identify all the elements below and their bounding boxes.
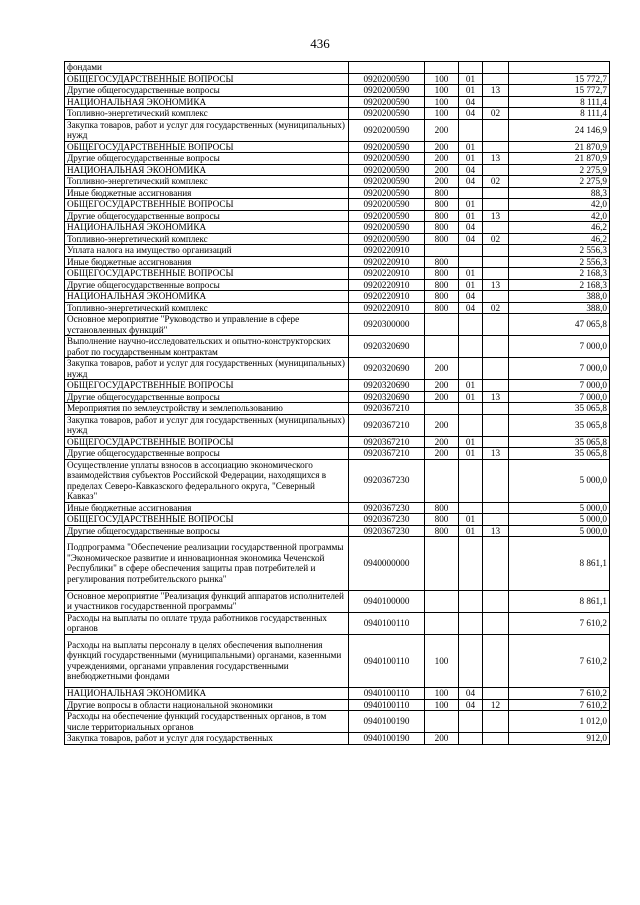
row-name: Топливно-энергетический комплекс	[65, 302, 349, 314]
row-code: 0920200590	[349, 108, 425, 120]
row-amount: 47 065,8	[509, 314, 610, 336]
row-amount: 42,0	[509, 199, 610, 211]
row-code: 0920200590	[349, 153, 425, 165]
row-expense-type: 800	[425, 268, 459, 280]
row-subsection	[483, 414, 509, 436]
row-amount: 8 861,1	[509, 537, 610, 591]
row-expense-type	[425, 537, 459, 591]
row-subsection	[483, 119, 509, 141]
row-code: 0920200590	[349, 187, 425, 199]
row-name: Топливно-энергетический комплекс	[65, 176, 349, 188]
row-name: Другие общегосударственные вопросы	[65, 153, 349, 165]
row-amount: 388,0	[509, 302, 610, 314]
row-subsection	[483, 164, 509, 176]
row-code: 0920367210	[349, 436, 425, 448]
row-expense-type: 800	[425, 187, 459, 199]
row-expense-type: 800	[425, 222, 459, 234]
row-subsection: 13	[483, 525, 509, 537]
table-row	[65, 459, 610, 502]
row-name: Основное мероприятие "Реализация функций аппаратов исполнителей и участников государственной программы"	[65, 590, 349, 612]
row-amount: 5 000,0	[509, 525, 610, 537]
row-code: 0920200590	[349, 164, 425, 176]
row-expense-type: 100	[425, 96, 459, 108]
row-subsection: 13	[483, 210, 509, 222]
row-expense-type: 800	[425, 256, 459, 268]
row-subsection: 12	[483, 699, 509, 711]
table-row	[65, 291, 610, 303]
table-row	[65, 733, 610, 745]
row-subsection: 13	[483, 85, 509, 97]
row-name: Выполнение научно-исследовательских и опытно-конструкторских работ по государственным контрактам	[65, 336, 349, 358]
table-row	[65, 268, 610, 280]
table-row	[65, 119, 610, 141]
row-code: 0920200590	[349, 233, 425, 245]
row-code: 0940100110	[349, 688, 425, 700]
row-amount: 1 012,0	[509, 711, 610, 733]
row-subsection	[483, 502, 509, 514]
row-subsection	[483, 380, 509, 392]
row-section	[459, 634, 483, 688]
row-expense-type	[425, 590, 459, 612]
row-code: 0920367210	[349, 448, 425, 460]
row-code: 0920320690	[349, 336, 425, 358]
row-name: Иные бюджетные ассигнования	[65, 502, 349, 514]
row-expense-type: 200	[425, 380, 459, 392]
row-name: Иные бюджетные ассигнования	[65, 256, 349, 268]
row-subsection	[483, 403, 509, 415]
row-section	[459, 245, 483, 257]
row-name: Расходы на обеспечение функций государственных органов, в том числе территориальных органов	[65, 711, 349, 733]
row-section: 01	[459, 448, 483, 460]
row-amount: 46,2	[509, 233, 610, 245]
row-code: 0920220910	[349, 245, 425, 257]
row-name: ОБЩЕГОСУДАРСТВЕННЫЕ ВОПРОСЫ	[65, 199, 349, 211]
row-name: Расходы на выплаты персоналу в целях обеспечения выполнения функций государственными (муниципальными) органами, казенными учреждениями, органами управления государственными внебюджетными фондами	[65, 634, 349, 688]
row-expense-type: 200	[425, 391, 459, 403]
row-subsection	[483, 733, 509, 745]
row-code: 0920200590	[349, 119, 425, 141]
row-amount: 2 168,3	[509, 279, 610, 291]
row-amount: 2 556,3	[509, 256, 610, 268]
row-code: 0920200590	[349, 85, 425, 97]
row-amount: 35 065,8	[509, 436, 610, 448]
row-section: 01	[459, 268, 483, 280]
row-expense-type: 100	[425, 634, 459, 688]
table-row	[65, 525, 610, 537]
row-amount: 7 000,0	[509, 380, 610, 392]
row-expense-type: 200	[425, 164, 459, 176]
row-code: 0920200590	[349, 222, 425, 234]
table-row	[65, 199, 610, 211]
row-amount: 912,0	[509, 733, 610, 745]
row-section: 04	[459, 688, 483, 700]
row-section: 04	[459, 108, 483, 120]
row-code: 0920367230	[349, 525, 425, 537]
row-section: 04	[459, 176, 483, 188]
row-code: 0920220910	[349, 302, 425, 314]
row-name: Закупка товаров, работ и услуг для государственных	[65, 733, 349, 745]
row-section: 04	[459, 699, 483, 711]
row-amount: 5 000,0	[509, 514, 610, 526]
row-section: 01	[459, 436, 483, 448]
row-code: 0920200590	[349, 141, 425, 153]
row-name: НАЦИОНАЛЬНАЯ ЭКОНОМИКА	[65, 688, 349, 700]
row-name: Другие общегосударственные вопросы	[65, 279, 349, 291]
row-amount: 2 556,3	[509, 245, 610, 257]
row-expense-type: 100	[425, 73, 459, 85]
row-expense-type: 800	[425, 210, 459, 222]
row-amount: 7 610,2	[509, 688, 610, 700]
table-row	[65, 85, 610, 97]
row-expense-type: 800	[425, 514, 459, 526]
row-amount: 7 610,2	[509, 634, 610, 688]
row-amount: 7 000,0	[509, 336, 610, 358]
row-code: 0920367230	[349, 459, 425, 502]
row-name: НАЦИОНАЛЬНАЯ ЭКОНОМИКА	[65, 291, 349, 303]
row-code: 0920300000	[349, 314, 425, 336]
table-row	[65, 222, 610, 234]
row-amount: 21 870,9	[509, 141, 610, 153]
row-expense-type	[425, 612, 459, 634]
row-expense-type: 800	[425, 199, 459, 211]
row-section: 04	[459, 96, 483, 108]
row-name: НАЦИОНАЛЬНАЯ ЭКОНОМИКА	[65, 164, 349, 176]
row-expense-type: 800	[425, 525, 459, 537]
row-subsection	[483, 436, 509, 448]
row-name: ОБЩЕГОСУДАРСТВЕННЫЕ ВОПРОСЫ	[65, 380, 349, 392]
table-row	[65, 279, 610, 291]
row-subsection	[483, 590, 509, 612]
row-name: Топливно-энергетический комплекс	[65, 108, 349, 120]
row-code: 0940100110	[349, 612, 425, 634]
row-expense-type: 200	[425, 414, 459, 436]
row-code: 0940100110	[349, 699, 425, 711]
row-section	[459, 612, 483, 634]
row-subsection	[483, 268, 509, 280]
row-subsection	[483, 256, 509, 268]
row-code: 0920220910	[349, 256, 425, 268]
row-expense-type: 800	[425, 233, 459, 245]
row-subsection	[483, 336, 509, 358]
row-subsection: 02	[483, 302, 509, 314]
row-expense-type: 200	[425, 358, 459, 380]
row-name: ОБЩЕГОСУДАРСТВЕННЫЕ ВОПРОСЫ	[65, 268, 349, 280]
row-expense-type: 200	[425, 176, 459, 188]
table-row	[65, 187, 610, 199]
row-code: 0920367210	[349, 414, 425, 436]
row-subsection: 13	[483, 448, 509, 460]
row-code: 0940100000	[349, 590, 425, 612]
row-name: Другие общегосударственные вопросы	[65, 448, 349, 460]
table-row	[65, 414, 610, 436]
row-code: 0940100190	[349, 733, 425, 745]
row-expense-type: 100	[425, 85, 459, 97]
row-expense-type	[425, 336, 459, 358]
table-row	[65, 514, 610, 526]
table-row	[65, 612, 610, 634]
row-section: 01	[459, 514, 483, 526]
row-code: 0920200590	[349, 96, 425, 108]
table-row	[65, 391, 610, 403]
row-amount: 15 772,7	[509, 85, 610, 97]
row-section: 01	[459, 525, 483, 537]
row-name: Мероприятия по землеустройству и землепользованию	[65, 403, 349, 415]
row-expense-type: 200	[425, 436, 459, 448]
row-code: 0920320690	[349, 380, 425, 392]
row-section: 01	[459, 279, 483, 291]
row-amount	[509, 62, 610, 74]
table-row	[65, 358, 610, 380]
row-expense-type: 800	[425, 291, 459, 303]
row-subsection: 13	[483, 391, 509, 403]
table-row	[65, 108, 610, 120]
row-amount: 88,3	[509, 187, 610, 199]
table-row	[65, 153, 610, 165]
row-expense-type: 800	[425, 279, 459, 291]
row-expense-type: 200	[425, 448, 459, 460]
page-number: 436	[310, 36, 330, 51]
row-code: 0920320690	[349, 391, 425, 403]
row-section: 04	[459, 233, 483, 245]
row-name: Подпрограмма "Обеспечение реализации государственной программы "Экономическое развитие и инновационная экономика Чеченской Республики" в сфере обеспечения защиты прав потребителей и регулирования потребительского рынка"	[65, 537, 349, 591]
row-expense-type: 100	[425, 699, 459, 711]
row-subsection	[483, 459, 509, 502]
row-section	[459, 358, 483, 380]
row-name: ОБЩЕГОСУДАРСТВЕННЫЕ ВОПРОСЫ	[65, 514, 349, 526]
row-code: 0920220910	[349, 279, 425, 291]
row-name: ОБЩЕГОСУДАРСТВЕННЫЕ ВОПРОСЫ	[65, 73, 349, 85]
row-expense-type: 200	[425, 733, 459, 745]
row-section: 04	[459, 164, 483, 176]
row-subsection	[483, 358, 509, 380]
row-section	[459, 256, 483, 268]
row-section	[459, 119, 483, 141]
table-row	[65, 403, 610, 415]
row-amount: 7 000,0	[509, 358, 610, 380]
row-subsection: 13	[483, 279, 509, 291]
row-code: 0920320690	[349, 358, 425, 380]
row-code: 0920220910	[349, 268, 425, 280]
row-subsection	[483, 187, 509, 199]
row-amount: 7 610,2	[509, 612, 610, 634]
table-row	[65, 448, 610, 460]
row-name: Осуществление уплаты взносов в ассоциацию экономического взаимодействия субъектов Российской Федерации, находящихся в пределах Северо-Кавказского федерального округа, "Северный Кавказ"	[65, 459, 349, 502]
row-amount: 35 065,8	[509, 414, 610, 436]
row-name: Уплата налога на имущество организаций	[65, 245, 349, 257]
table-row	[65, 711, 610, 733]
row-subsection	[483, 73, 509, 85]
row-amount: 15 772,7	[509, 73, 610, 85]
row-code: 0920367210	[349, 403, 425, 415]
row-amount: 24 146,9	[509, 119, 610, 141]
row-name: Другие общегосударственные вопросы	[65, 391, 349, 403]
row-code: 0940100190	[349, 711, 425, 733]
row-expense-type	[425, 62, 459, 74]
row-section: 01	[459, 85, 483, 97]
row-code: 0920220910	[349, 291, 425, 303]
row-name: НАЦИОНАЛЬНАЯ ЭКОНОМИКА	[65, 222, 349, 234]
budget-table	[64, 61, 610, 745]
row-section: 01	[459, 210, 483, 222]
row-name: НАЦИОНАЛЬНАЯ ЭКОНОМИКА	[65, 96, 349, 108]
row-expense-type: 200	[425, 119, 459, 141]
row-section	[459, 590, 483, 612]
row-subsection: 02	[483, 108, 509, 120]
table-row	[65, 164, 610, 176]
table-row	[65, 73, 610, 85]
row-name: Другие вопросы в области национальной экономики	[65, 699, 349, 711]
row-amount: 2 275,9	[509, 176, 610, 188]
row-subsection	[483, 537, 509, 591]
table-row	[65, 256, 610, 268]
row-subsection	[483, 245, 509, 257]
row-subsection	[483, 612, 509, 634]
row-section	[459, 336, 483, 358]
row-expense-type	[425, 314, 459, 336]
table-row	[65, 176, 610, 188]
row-code: 0920367230	[349, 502, 425, 514]
row-amount: 35 065,8	[509, 403, 610, 415]
table-row	[65, 634, 610, 688]
row-name: Закупка товаров, работ и услуг для государственных (муниципальных) нужд	[65, 119, 349, 141]
row-expense-type	[425, 245, 459, 257]
row-section: 01	[459, 141, 483, 153]
row-section: 01	[459, 199, 483, 211]
table-row	[65, 380, 610, 392]
table-row	[65, 245, 610, 257]
row-section: 01	[459, 153, 483, 165]
row-section	[459, 502, 483, 514]
row-expense-type	[425, 403, 459, 415]
table-row	[65, 590, 610, 612]
row-expense-type: 100	[425, 108, 459, 120]
row-subsection: 02	[483, 176, 509, 188]
table-row	[65, 233, 610, 245]
row-name: фондами	[65, 62, 349, 74]
row-name: Другие общегосударственные вопросы	[65, 210, 349, 222]
row-subsection	[483, 199, 509, 211]
row-subsection	[483, 711, 509, 733]
row-section	[459, 314, 483, 336]
row-section	[459, 711, 483, 733]
row-subsection	[483, 96, 509, 108]
row-subsection	[483, 514, 509, 526]
row-amount: 388,0	[509, 291, 610, 303]
row-name: Иные бюджетные ассигнования	[65, 187, 349, 199]
table-row	[65, 537, 610, 591]
row-expense-type: 800	[425, 502, 459, 514]
table-row	[65, 336, 610, 358]
row-code: 0920200590	[349, 73, 425, 85]
row-name: ОБЩЕГОСУДАРСТВЕННЫЕ ВОПРОСЫ	[65, 436, 349, 448]
row-amount: 21 870,9	[509, 153, 610, 165]
row-expense-type: 200	[425, 141, 459, 153]
table-row	[65, 502, 610, 514]
row-section	[459, 414, 483, 436]
row-name: Закупка товаров, работ и услуг для государственных (муниципальных) нужд	[65, 414, 349, 436]
row-amount: 5 000,0	[509, 459, 610, 502]
table-row	[65, 699, 610, 711]
row-amount: 42,0	[509, 210, 610, 222]
table-row	[65, 96, 610, 108]
row-subsection	[483, 291, 509, 303]
row-section	[459, 62, 483, 74]
row-expense-type	[425, 459, 459, 502]
row-amount: 8 111,4	[509, 96, 610, 108]
row-amount: 2 275,9	[509, 164, 610, 176]
row-name: Другие общегосударственные вопросы	[65, 85, 349, 97]
table-row	[65, 436, 610, 448]
row-section	[459, 733, 483, 745]
row-subsection: 13	[483, 153, 509, 165]
row-subsection	[483, 314, 509, 336]
row-code: 0920367230	[349, 514, 425, 526]
row-subsection	[483, 634, 509, 688]
table-row	[65, 688, 610, 700]
row-name: Топливно-энергетический комплекс	[65, 233, 349, 245]
row-amount: 7 610,2	[509, 699, 610, 711]
row-expense-type: 200	[425, 153, 459, 165]
row-section: 01	[459, 380, 483, 392]
table-row	[65, 141, 610, 153]
row-subsection	[483, 62, 509, 74]
row-name: Закупка товаров, работ и услуг для государственных (муниципальных) нужд	[65, 358, 349, 380]
row-name: ОБЩЕГОСУДАРСТВЕННЫЕ ВОПРОСЫ	[65, 141, 349, 153]
row-amount: 8 861,1	[509, 590, 610, 612]
row-section	[459, 403, 483, 415]
row-code: 0920200590	[349, 176, 425, 188]
row-code: 0940000000	[349, 537, 425, 591]
row-name: Расходы на выплаты по оплате труда работников государственных органов	[65, 612, 349, 634]
row-amount: 5 000,0	[509, 502, 610, 514]
row-amount: 7 000,0	[509, 391, 610, 403]
row-section	[459, 459, 483, 502]
row-code: 0920200590	[349, 199, 425, 211]
row-name: Другие общегосударственные вопросы	[65, 525, 349, 537]
row-amount: 2 168,3	[509, 268, 610, 280]
row-section	[459, 537, 483, 591]
table-row	[65, 302, 610, 314]
row-amount: 35 065,8	[509, 448, 610, 460]
row-expense-type	[425, 711, 459, 733]
row-expense-type: 800	[425, 302, 459, 314]
row-amount: 46,2	[509, 222, 610, 234]
row-section: 04	[459, 291, 483, 303]
row-section: 01	[459, 73, 483, 85]
row-subsection	[483, 222, 509, 234]
table-row	[65, 62, 610, 74]
row-expense-type: 100	[425, 688, 459, 700]
table-row	[65, 210, 610, 222]
budget-table-body	[65, 62, 610, 745]
row-section: 04	[459, 302, 483, 314]
row-section: 01	[459, 391, 483, 403]
row-subsection	[483, 688, 509, 700]
row-code	[349, 62, 425, 74]
row-section: 04	[459, 222, 483, 234]
row-subsection	[483, 141, 509, 153]
row-subsection: 02	[483, 233, 509, 245]
row-section	[459, 187, 483, 199]
row-name: Основное мероприятие "Руководство и управление в сфере установленных функций"	[65, 314, 349, 336]
row-amount: 8 111,4	[509, 108, 610, 120]
row-code: 0920200590	[349, 210, 425, 222]
table-row	[65, 314, 610, 336]
row-code: 0940100110	[349, 634, 425, 688]
